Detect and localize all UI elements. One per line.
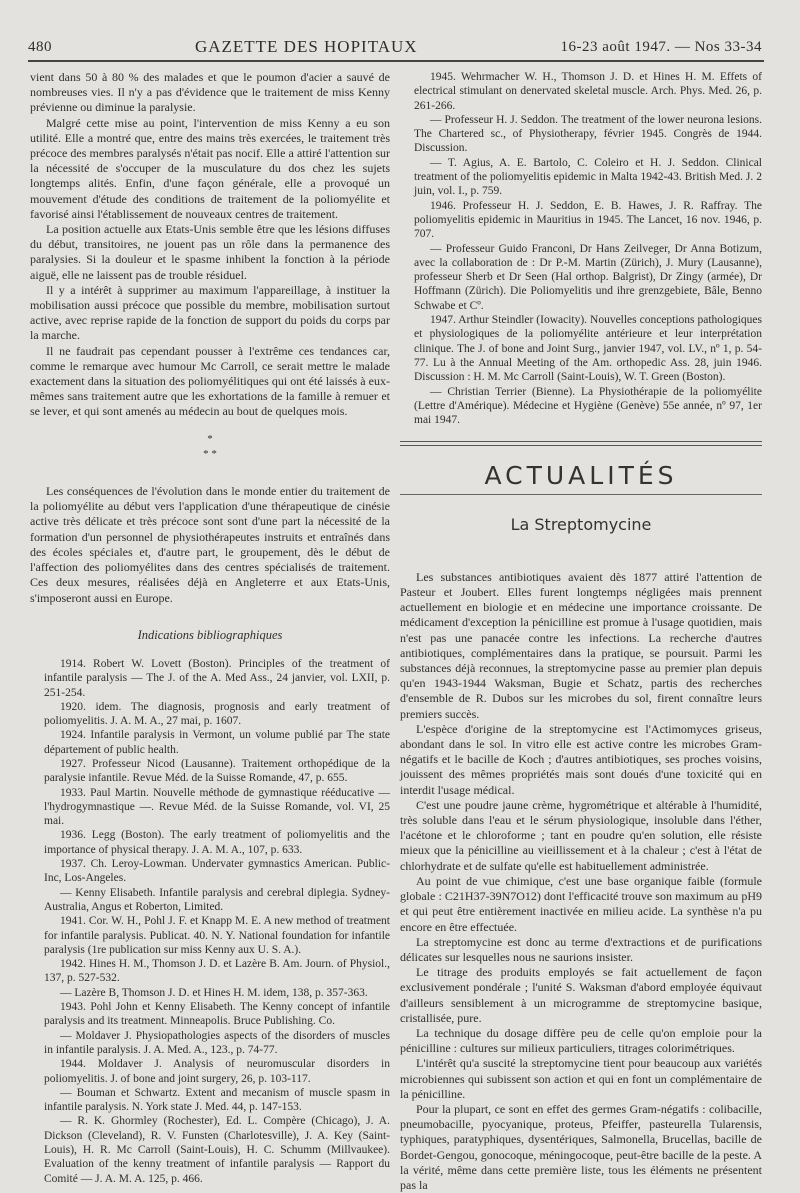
bibliography-list — [30, 657, 390, 1186]
reference-item: 1920. idem. The diagnosis, prognosis and early treatment of poliomyelitis. J. A. M. A., 27 mai, p. 1607. — [44, 700, 390, 728]
reference-item: 1945. Wehrmacher W. H., Thomson J. D. et Hines H. M. Effets of electrical stimulant on denervated skeletal muscle. Arch. Phys. Med. 26, p. 261-266. — [414, 71, 762, 112]
reference-item: — Lazère B, Thomson J. D. et Hines H. M. idem, 138, p. 357-363. — [60, 986, 368, 999]
reference-item: 1946. Professeur H. J. Seddon, E. B. Hawes, J. R. Raffray. The poliomyelitis epidemic in Mauritius in 1945. The Lancet, 16 nov. 1946, p. 707. — [414, 199, 762, 241]
article-paragraph: Les substances antibiotiques avaient dès 1877 attiré l'attention de Pasteur et Joubert. Elles furent longtemps négligées mais prennent actuellement en biologie et en médecine une importance croissante. De médicament d'exception la pénicilline est promue à l'usage quotidien, mais n'est pas une panacée contre les infections. La recherche d'autres antibiotiques, complémentaires dans la pratique, se poursuit. Parmi les substances déjà reconnues, la streptomycine passe au premier plan depuis qu'en 1943-1944 Waksman, Bugie et Schatz, partis des recherches d'ensemble de R. Dubos sur les microbes du sol, firent connaître leurs premiers succès. — [400, 569, 762, 721]
reference-item: — Moldaver J. Physiopathologies aspects of the disorders of muscles in infantile paralysis. J. A. Med. A., 123., p. 74-77. — [44, 1029, 390, 1056]
bibliography-continued — [400, 70, 762, 427]
reference-item: — T. Agius, A. E. Bartolo, C. Coleiro et H. J. Seddon. Clinical treatment of the poliomyelitis epidemic in Malta 1942-43. British Med. J. 2 juin, vol. I., p. 759. — [414, 156, 762, 198]
bibliography-title: Indications bibliographiques — [137, 627, 283, 642]
reference-item: 1936. Legg (Boston). The early treatment of poliomyelitis and the importance of physical therapy. J. A. M. A., 107, p. 633. — [44, 829, 390, 856]
reference-item: — Kenny Elisabeth. Infantile paralysis and cerebral diplegia. Sydney-Australia, Angus et Roberton, Limited. — [44, 886, 390, 913]
running-header — [28, 34, 762, 60]
reference-item: — Professeur H. J. Seddon. The treatment of the lower neurona lesions. The Chartered sc., of Physiotherapy, février 1945. Congrès de 1944. Discussion. — [414, 113, 762, 155]
issue-date: 16-23 août 1947. — Nos 33-34 — [560, 38, 762, 55]
left-column — [30, 70, 390, 1186]
left-paragraph: Il ne faudrait pas cependant pousser à l'extrême ces tendances car, comme le remarque avec humour Mc Carroll, ce serait mettre le malade exactement dans la situation des poliomyélitiques qui ont été laissés à eux-mêmes sans traitement autre que les exhortations de la famille à remuer et se lever, et qui sont amenés au médecin au bout de quelques mois. — [30, 343, 390, 419]
left-paragraph: Malgré cette mise au point, l'intervention de miss Kenny a eu son utilité. Elle a montré que, entre des mains très exercées, le traitement très précoce des membres paralysés n'était pas nocif. Elle a attiré l'attention sur la nécessité de s'occuper de la musculature du dos chez les sujets longtemps alités. Enfin, d'une façon générale, elle a provoqué un mouvement d'étude des conditions de traitement de la poliomyélite et favorisé ainsi l'établissement de nouveaux centres de traitement. — [30, 115, 390, 221]
reference-item: — Professeur Guido Franconi, Dr Hans Zeilveger, Dr Anna Botizum, avec la collaboration de : Dr P.-M. Martin (Zürich), J. Mury (Lausanne), professeur Sherb et Dr Seen (Hal orthop. Balgrist), Dr Zingy (armée), Dr Hoffmann (Zürich). Die Poliomyelitis und ihre grenzgebiete, Bâle, Benno Schwabe et Cº. — [414, 242, 762, 312]
article-paragraph: Pour la plupart, ce sont en effet des germes Gram-négatifs : colibacille, pneumobacille, pyocyanique, proteus, Pfeiffer, pasteurella Tularensis, typhiques, paratyphiques, dysentériques, Salmonella, Brucellas, bacille de Bordet-Gengou, gonocoque, méningocoque, peut-être bacille de la peste. A la vérité, même dans cette première liste, tous les éléments ne présentent pas la — [400, 1101, 762, 1192]
reference-item: 1944. Moldaver J. Analysis of neuromuscular disorders in poliomyelitis. J. of bone and joint surgery, 26, p. 103-117. — [44, 1058, 390, 1085]
asterism: * * * — [203, 432, 217, 460]
heading-rule — [400, 494, 762, 495]
reference-item: 1942. Hines H. M., Thomson J. D. et Lazère B. Am. Journ. of Physiol., 137, p. 527-532. — [44, 958, 390, 985]
reference-item: — R. K. Ghormley (Rochester), Ed. L. Compère (Chicago), J. A. Dickson (Cleveland), R. V. Funsten (Charlotesville), J. A. Key (Saint-Louis), H. R. Mc Carroll (Saint-Louis), H. C. Schumm (Millvaukee). Evaluation of the kenny treatment of infantile paralysis — Rapport du Comité — J. A. M. A. 125, p. 466. — [44, 1115, 390, 1185]
journal-title: GAZETTE DES HOPITAUX — [194, 37, 418, 56]
article-title: La Streptomycine — [510, 514, 652, 534]
article-paragraph: La streptomycine est donc au terme d'extractions et de purifications délicates sur lesquelles nous ne saurions insister. — [400, 934, 762, 964]
article-paragraph: C'est une poudre jaune crème, hygrométrique et altérable à l'humidité, très soluble dans l'eau et le sérum physiologique, insoluble dans l'éther, l'acétone et le chloroforme ; tant en poudre qu'en solution, elle résiste mieux que la pénicilline au vieillissement et à la chaleur ; c'est à l'état de chlorhydrate et de sulfate qu'elle est habituellement administrée. — [400, 797, 762, 873]
left-paragraph: Il y a intérêt à supprimer au maximum l'appareillage, à instituer la mobilisation aussi précoce que possible du membre, mobilisation surtout active, avec reprise rapide de la fonction de support du poids du corps par la marche. — [30, 282, 390, 343]
reference-item: — Christian Terrier (Bienne). La Physiothérapie de la poliomyélite (Lettre d'Amérique). Médecine et Hygiène (Genève) 55e année, nº 97, 1er mai 1947. — [414, 385, 762, 427]
article-paragraph: L'intérêt qu'a suscité la streptomycine tient pour beaucoup aux variétés microbiennes qui subissent son action et qui en font un complémentaire de la pénicilline. — [400, 1056, 762, 1101]
reference-item: 1943. Pohl John et Kenny Elisabeth. The Kenny concept of infantile paralysis and its treatment. Minneapolis. Bruce Publishing. Co. — [44, 1001, 390, 1028]
reference-item: 1937. Ch. Leroy-Lowman. Undervater gymnastics American. Public-Inc, Los-Angeles. — [44, 858, 390, 885]
reference-item: 1914. Robert W. Lovett (Boston). Principles of the treatment of infantile paralysis — The J. of the A. Med Ass., 24 janvier, vol. LXII, p. 251-254. — [44, 657, 390, 699]
reference-item: 1927. Professeur Nicod (Lausanne). Traitement orthopédique de la paralysie infantile. Revue Méd. de la Suisse Romande, 47, p. 655. — [44, 757, 390, 785]
reference-item: 1933. Paul Martin. Nouvelle méthode de gymnastique rééducative — l'hydrogymnastique —. Revue Méd. de la Suisse Romande, vol. VI, 25 mai. — [44, 786, 390, 828]
article-paragraph: L'espèce d'origine de la streptomycine est l'Actimomyces griseus, abondant dans le sol. In vitro elle est active contre les microbes Gram-négatifs et le bacille de Koch ; d'autres antibiotiques, ses proches voisins, jouissent des mêmes propriétés mais sont doués d'une toxicité qui en interdit l'usage médical. — [400, 721, 762, 797]
section-divider — [400, 441, 762, 446]
reference-item: 1924. Infantile paralysis in Vermont, un volume publié par The state département of public health. — [44, 729, 390, 756]
article-paragraph: Au point de vue chimique, c'est une base organique faible (formule globale : C21H37-39N7O12) dont l'efficacité trouve son maximum au pH9 et qui peut être entièrement inactivée en milieu acide. La synthèse n'a pu encore en être effectuée. — [400, 873, 762, 934]
right-column — [400, 70, 762, 1193]
reference-item: 1947. Arthur Steindler (Iowacity). Nouvelles conceptions pathologiques et physiologiques de la poliomyélite antérieure et leur interprétation clinique. The J. of bone and Joint Surg., janvier 1947, vol. LV., nº 1, p. 54-77. Lu à the Annual Meeting of the Am. orthopedic Ass. 28, juin 1946. Discussion : H. M. Mc Carroll (Saint-Louis), W. T. Green (Boston). — [414, 314, 762, 384]
left-paragraph: La position actuelle aux Etats-Unis semble être que les lésions diffuses du début, transitoires, ne jouent pas un rôle dans la permanence des paralysies. Si la douleur et le spasme inhibent la fonction à la période aiguë, elle ne laissent pas de trouble résiduel. — [30, 222, 390, 282]
reference-item: — Bouman et Schwartz. Extent and mecanism of muscle spasm in infantile paralysis. N. York state J. Med. 44, p. 147-153. — [44, 1086, 390, 1114]
article-paragraph: La technique du dosage diffère peu de celle qu'on emploie pour la pénicilline : cultures sur milieux particuliers, titrages colorimétriques. — [400, 1025, 762, 1056]
header-rule — [28, 60, 764, 62]
article-paragraph: Le titrage des produits employés se fait actuellement de façon exclusivement pondérale ; l'unité S. Waksman d'abord employée équivaut d'ailleurs sensiblement à un microgramme de streptomycine basique, cristallisée, pure. — [400, 965, 762, 1025]
left-paragraph: vient dans 50 à 80 % des malades et que le poumon d'acier a sauvé de nombreuses vies. Il n'y a pas d'évidence que le traitement de miss Kenny prévienne ou diminue la paralysie. — [30, 70, 390, 115]
section-heading: ACTUALITÉS — [484, 461, 678, 491]
page-number: 480 — [28, 38, 52, 55]
reference-item: 1941. Cor. W. H., Pohl J. F. et Knapp M. E. A new method of treatment for infantile paralysis. Publicat. 40. N. Y. National foundation for infantile paralysis (1re publication sur miss Kenny aux U. S. A.). — [44, 915, 390, 956]
left-paragraph: Les conséquences de l'évolution dans le monde entier du traitement de la poliomyélite au début vers l'application d'une thérapeutique de cinésie active très délicate et très précoce sont sont d'une part la nécessité de la formation d'un personnel de physiothérapeutes instruits et entraînés dans des écoles spéciales et, d'autre part, le groupement, dès le début de l'affection des poliomyélites dans des centres spécialisés de traitement. Ces deux mesures, réalisées déjà en Angleterre et aux Etats-Unis, s'imposeront aussi en Europe. — [30, 484, 390, 605]
